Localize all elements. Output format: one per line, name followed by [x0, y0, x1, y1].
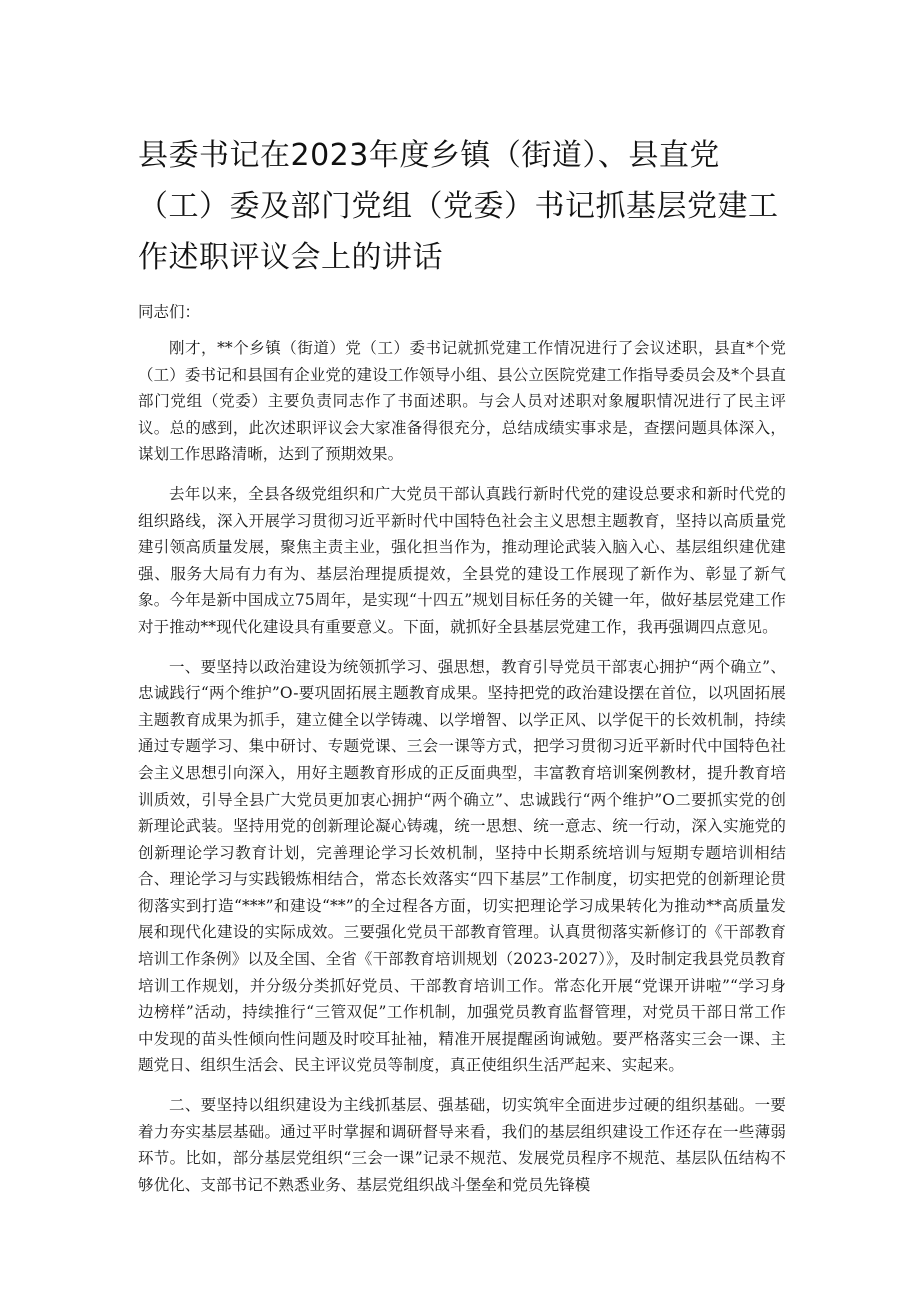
document-title: 县委书记在2023年度乡镇（街道）、县直党（工）委及部门党组（党委）书记抓基层党建工作述职评议会上的讲话 [138, 138, 779, 275]
paragraph-opening: 刚才，**个乡镇（街道）党（工）委书记就抓党建工作情况进行了会议述职，县直*个党（工）委书记和县国有企业党的建设工作领导小组、县公立医院党建工作指导委员会及*个县直部门党组（党委）主要负责同志作了书面述职。与会人员对述职对象履职情况进行了民主评议。总的感到，此次述职评议会大家准备得很充分，总结成绩实事求是，查摆问题具体深入，谋划工作思路清晰，达到了预期效果。 [138, 339, 786, 464]
paragraph-point-two: 二、要坚持以组织建设为主线抓基层、强基础，切实筑牢全面进步过硬的组织基础。一要着力夯实基层基础。通过平时掌握和调研督导来看，我们的基层组织建设工作还存在一些薄弱环节。比如，部分基层党组织“三会一课”记录不规范、发展党员程序不规范、基层队伍结构不够优化、支部书记不熟悉业务、基层党组织战斗堡垒和党员先锋模 [138, 1096, 786, 1194]
paragraph-point-one: 一、要坚持以政治建设为统领抓学习、强思想，教育引导党员干部衷心拥护“两个确立”、忠诚践行“两个维护”O-要巩固拓展主题教育成果。坚持把党的政治建设摆在首位，以巩固拓展主题教育成果为抓手，建立健全以学铸魂、以学增智、以学正风、以学促干的长效机制，持续通过专题学习、集中研讨、专题党课、三会一课等方式，把学习贯彻习近平新时代中国特色社会主义思想引向深入，用好主题教育形成的正反面典型，丰富教育培训案例教材，提升教育培训质效，引导全县广大党员更加衷心拥护“两个确立”、忠诚践行“两个维护”O二要抓实党的创新理论武装。坚持用党的创新理论凝心铸魂，统一思想、统一意志、统一行动，深入实施党的创新理论学习教育计划，完善理论学习长效机制，坚持中长期系统培训与短期专题培训相结合、理论学习与实践锻炼相结合，常态长效落实“四下基层”工作制度，切实把党的创新理论贯彻落实到打造“***”和建设“**”的全过程各方面，切实把理论学习成果转化为推动**高质量发展和现代化建设的实际成效。三要强化党员干部教育管理。认真贯彻落实新修订的《干部教育培训工作条例》以及全国、全省《干部教育培训规划（2023-2027）》，及时制定我县党员教育培训工作规划，并分级分类抓好党员、干部教育培训工作。常态化开展“党课开讲啦”“学习身边榜样”活动，持续推行“三管双促”工作机制，加强党员教育监督管理，对党员干部日常工作中发现的苗头性倾向性问题及时咬耳扯袖，精准开展提醒函询诫勉。要严格落实三会一课、主题党日、组织生活会、民主评议党员等制度，真正使组织生活严起来、实起来。 [138, 657, 786, 1075]
paragraph-review: 去年以来，全县各级党组织和广大党员干部认真践行新时代党的建设总要求和新时代党的组织路线，深入开展学习贯彻习近平新时代中国特色社会主义思想主题教育，坚持以高质量党建引领高质量发展，聚焦主责主业，强化担当作为，推动理论武装入脑入心、基层组织建优建强、服务大局有力有为、基层治理提质提效，全县党的建设工作展现了新作为、彰显了新气象。今年是新中国成立75周年，是实现“十四五”规划目标任务的关键一年，做好基层党建工作对于推动**现代化建设具有重要意义。下面，就抓好全县基层党建工作，我再强调四点意见。 [138, 484, 786, 636]
salutation: 同志们： [138, 303, 201, 321]
document-page [138, 130, 786, 1211]
